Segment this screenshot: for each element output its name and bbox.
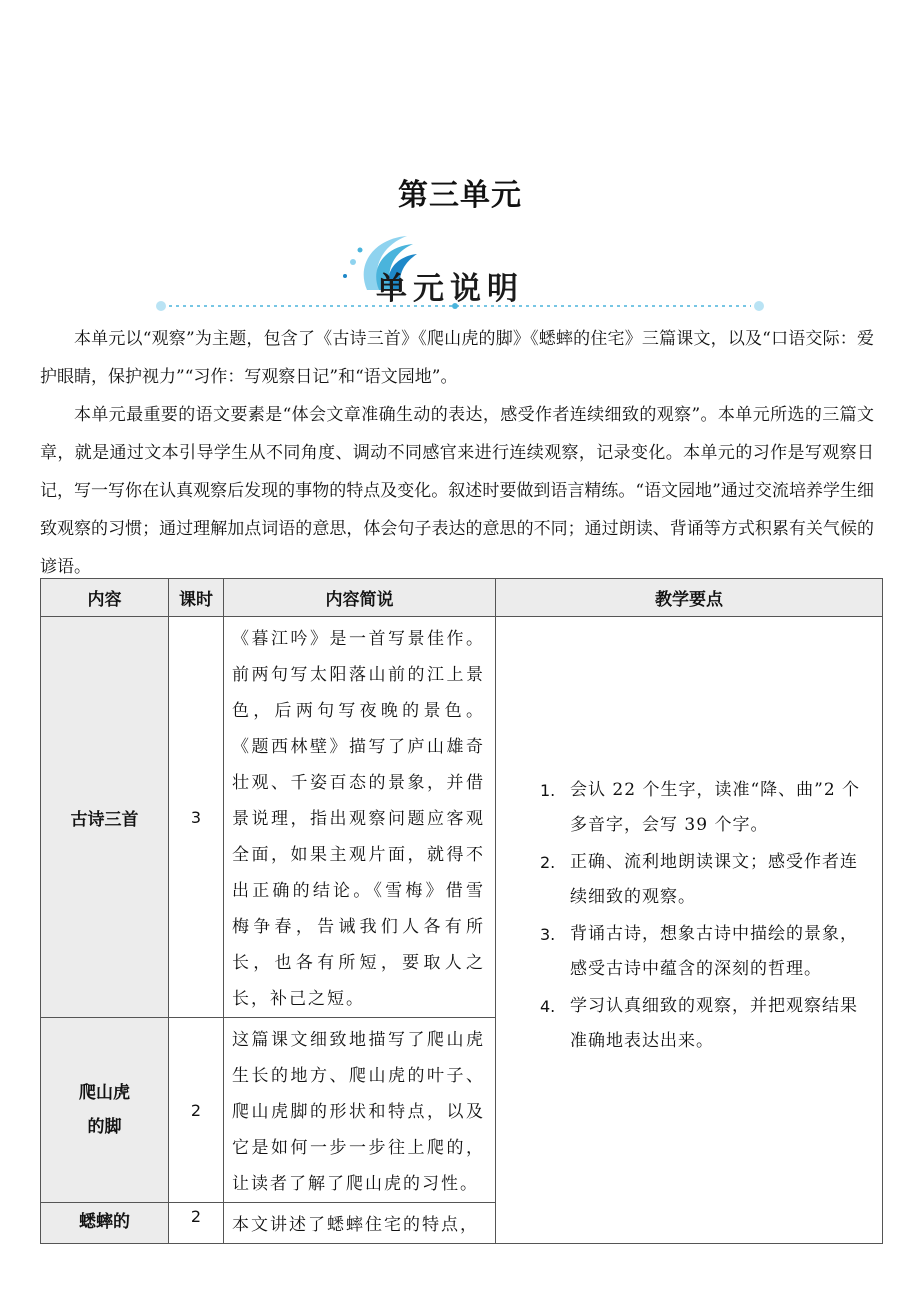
teaching-point: 1. 会认 22 个生字，读准“降、曲”2 个多音字，会写 39 个字。 <box>540 780 861 835</box>
table-row <box>41 617 883 1018</box>
teaching-points-cell <box>496 617 883 1244</box>
section-badge-title: 单元说明 <box>376 271 524 307</box>
hours-cell: 2 <box>169 1018 224 1203</box>
intro-paragraph: 本单元以“观察”为主题，包含了《古诗三首》《爬山虎的脚》《蟋蟀的住宅》三篇课文，以及“口语交际：爱护眼睛，保护视力”“习作：写观察日记”和“语文园地”。 <box>40 329 874 387</box>
header-hours: 课时 <box>169 579 224 617</box>
teaching-point: 3. 背诵古诗，想象古诗中描绘的景象，感受古诗中蕴含的深刻的哲理。 <box>540 924 858 979</box>
hours-cell: 2 <box>169 1203 224 1244</box>
header-content: 内容 <box>41 579 169 617</box>
summary-cell: 这篇课文细致地描写了爬山虎生长的地方、爬山虎的叶子、爬山虎脚的形状和特点，以及它是如何一步一步往上爬的，让读者了解了爬山虎的习性。 <box>224 1018 496 1203</box>
unit-plan-table <box>40 578 883 1244</box>
teaching-point: 2. 正确、流利地朗读课文；感受作者连续细致的观察。 <box>540 852 858 907</box>
summary-cell: 本文讲述了蟋蟀住宅的特点， <box>224 1203 496 1244</box>
summary-cell: 《暮江吟》是一首写景佳作。前两句写太阳落山前的江上景色，后两句写夜晚的景色。《题西林壁》描写了庐山雄奇壮观、千姿百态的景象，并借景说理，指出观察问题应客观全面，如果主观片面，就得不出正确的结论。《雪梅》借雪梅争春，告诫我们人各有所长，也各有所短，要取人之长，补己之短。 <box>224 617 496 1018</box>
teaching-point: 4. 学习认真细致的观察，并把观察结果准确地表达出来。 <box>540 996 858 1051</box>
page-title: 第三单元 <box>398 178 522 213</box>
subject-cell: 古诗三首 <box>41 617 169 1018</box>
hours-cell: 3 <box>169 617 224 1018</box>
header-summary: 内容简说 <box>224 579 496 617</box>
table-header-row <box>41 579 883 617</box>
key-elements-paragraph: 本单元最重要的语文要素是“体会文章准确生动的表达，感受作者连续细致的观察”。本单元所选的三篇文章，就是通过文本引导学生从不同角度、调动不同感官来进行连续观察，记录变化。本单元的习作是写观察日记，写一写你在认真观察后发现的事物的特点及变化。叙述时要做到语言精练。“语文园地”通过交流培养学生细致观察的习惯；通过理解加点词语的意思，体会句子表达的意思的不同；通过朗读、背诵等方式积累有关气候的谚语。 <box>40 405 874 577</box>
header-teaching-points: 教学要点 <box>496 579 883 617</box>
subject-cell: 蟋蟀的 <box>41 1203 169 1244</box>
subject-cell: 爬山虎 的脚 <box>41 1018 169 1203</box>
